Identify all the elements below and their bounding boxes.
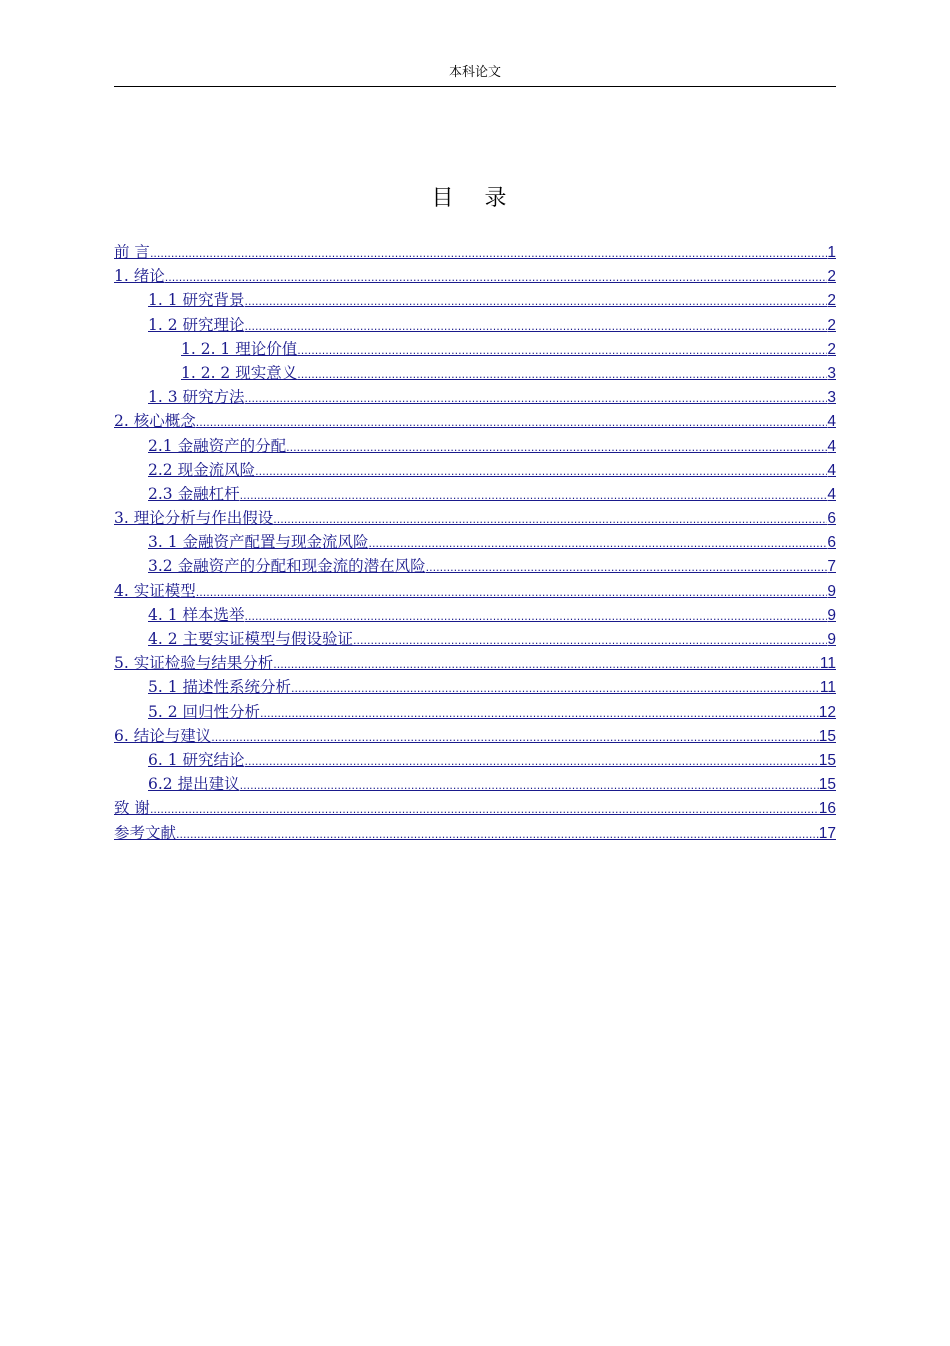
toc-entry-label: 5. 实证检验与结果分析 bbox=[114, 654, 274, 673]
toc-entry[interactable] bbox=[114, 652, 836, 676]
toc-entry-label: 2. 核心概念 bbox=[114, 412, 196, 431]
page-header: 本科论文 bbox=[114, 64, 836, 87]
toc-entry-page-number: 7 bbox=[827, 558, 836, 576]
toc-entry[interactable] bbox=[114, 822, 836, 846]
toc-entry-page-number: 3 bbox=[827, 364, 836, 382]
toc-dot-leader bbox=[273, 509, 827, 531]
toc-dot-leader bbox=[245, 751, 819, 773]
toc-entry-page-number: 15 bbox=[818, 751, 836, 769]
toc-entry-label: 前 言 bbox=[114, 243, 150, 261]
toc-dot-leader bbox=[245, 316, 828, 338]
toc-entry-page-number: 12 bbox=[818, 703, 836, 721]
table-of-contents bbox=[114, 241, 836, 846]
toc-entry-page-number: 15 bbox=[818, 727, 836, 745]
toc-entry[interactable] bbox=[114, 580, 836, 604]
toc-entry-label: 参考文献 bbox=[114, 823, 177, 842]
toc-entry-label: 1. 2 研究理论 bbox=[148, 315, 245, 334]
toc-entry[interactable] bbox=[114, 241, 836, 265]
toc-entry[interactable] bbox=[114, 386, 836, 410]
toc-entry-label: 4. 2 主要实证模型与假设验证 bbox=[148, 630, 354, 648]
toc-entry-label: 1. 2. 1 理论价值 bbox=[181, 339, 298, 358]
toc-entry-page-number: 2 bbox=[827, 268, 836, 286]
toc-entry-label: 5. 2 回归性分析 bbox=[148, 702, 261, 721]
toc-dot-leader bbox=[273, 654, 820, 676]
toc-dot-leader bbox=[260, 703, 819, 725]
toc-entry[interactable] bbox=[114, 531, 836, 555]
toc-dot-leader bbox=[297, 340, 827, 362]
toc-title: 目 录 bbox=[431, 186, 519, 211]
toc-entry-label: 2.2 现金流风险 bbox=[148, 460, 256, 479]
toc-entry-page-number: 3 bbox=[827, 389, 836, 407]
toc-entry[interactable] bbox=[114, 797, 836, 821]
toc-entry-page-number: 4 bbox=[827, 437, 836, 455]
toc-entry-label: 1. 2. 2 现实意义 bbox=[181, 363, 298, 382]
toc-entry-label: 4. 实证模型 bbox=[114, 581, 196, 600]
toc-dot-leader bbox=[291, 678, 820, 700]
toc-entry-label: 3. 理论分析与作出假设 bbox=[114, 509, 274, 528]
toc-dot-leader bbox=[297, 364, 827, 386]
toc-dot-leader bbox=[150, 799, 819, 821]
toc-entry-label: 致 谢 bbox=[114, 799, 150, 818]
toc-dot-leader bbox=[286, 437, 827, 459]
toc-entry-label: 2.3 金融杠杆 bbox=[148, 484, 240, 503]
toc-entry-page-number: 11 bbox=[819, 679, 836, 697]
toc-entry-page-number: 1 bbox=[827, 244, 836, 261]
toc-dot-leader bbox=[255, 461, 827, 483]
toc-entry-page-number: 6 bbox=[827, 510, 836, 528]
toc-entry-page-number: 6 bbox=[827, 534, 836, 552]
toc-entry-page-number: 2 bbox=[827, 340, 836, 358]
toc-entry-label: 4. 1 样本选举 bbox=[148, 605, 245, 624]
toc-entry[interactable] bbox=[114, 676, 836, 700]
toc-entry[interactable] bbox=[114, 628, 836, 652]
toc-entry-page-number: 17 bbox=[818, 824, 836, 842]
toc-entry-page-number: 9 bbox=[827, 606, 836, 624]
toc-dot-leader bbox=[240, 775, 819, 797]
toc-dot-leader bbox=[353, 630, 827, 652]
toc-entry[interactable] bbox=[114, 701, 836, 725]
toc-dot-leader bbox=[196, 582, 828, 604]
toc-entry[interactable] bbox=[114, 555, 836, 579]
toc-entry[interactable] bbox=[114, 314, 836, 338]
toc-entry[interactable] bbox=[114, 459, 836, 483]
toc-dot-leader bbox=[211, 727, 819, 749]
toc-entry-label: 1. 3 研究方法 bbox=[148, 388, 245, 407]
toc-entry-label: 1. 1 研究背景 bbox=[148, 291, 245, 310]
toc-entry[interactable] bbox=[114, 289, 836, 313]
toc-entry[interactable] bbox=[114, 338, 836, 362]
toc-entry-page-number: 11 bbox=[819, 655, 836, 673]
toc-entry-label: 6. 结论与建议 bbox=[114, 726, 212, 745]
toc-dot-leader bbox=[150, 243, 827, 265]
toc-dot-leader bbox=[245, 291, 828, 313]
toc-entry[interactable] bbox=[114, 410, 836, 434]
toc-entry-label: 1. 绪论 bbox=[114, 267, 165, 286]
toc-entry-label: 6.2 提出建议 bbox=[148, 775, 240, 794]
toc-entry[interactable] bbox=[114, 362, 836, 386]
toc-entry[interactable] bbox=[114, 604, 836, 628]
toc-entry-label: 3.2 金融资产的分配和现金流的潜在风险 bbox=[148, 557, 426, 576]
toc-entry-page-number: 15 bbox=[818, 776, 836, 794]
toc-entry[interactable] bbox=[114, 507, 836, 531]
toc-dot-leader bbox=[196, 412, 828, 434]
toc-entry-label: 3. 1 金融资产配置与现金流风险 bbox=[148, 533, 369, 552]
toc-entry-page-number: 4 bbox=[827, 413, 836, 431]
toc-entry[interactable] bbox=[114, 435, 836, 459]
toc-dot-leader bbox=[245, 388, 828, 410]
toc-entry-page-number: 2 bbox=[827, 292, 836, 310]
toc-entry-page-number: 9 bbox=[827, 631, 836, 648]
toc-entry[interactable] bbox=[114, 773, 836, 797]
toc-entry-label: 2.1 金融资产的分配 bbox=[148, 436, 287, 455]
toc-entry-page-number: 9 bbox=[827, 582, 836, 600]
toc-dot-leader bbox=[369, 533, 828, 555]
toc-entry-page-number: 16 bbox=[818, 800, 836, 818]
toc-dot-leader bbox=[176, 824, 819, 846]
toc-entry-label: 5. 1 描述性系统分析 bbox=[148, 678, 292, 697]
toc-entry-page-number: 4 bbox=[827, 461, 836, 479]
toc-entry-page-number: 4 bbox=[827, 485, 836, 503]
toc-entry-label: 6. 1 研究结论 bbox=[148, 750, 245, 769]
toc-dot-leader bbox=[245, 606, 828, 628]
toc-entry[interactable] bbox=[114, 749, 836, 773]
toc-dot-leader bbox=[240, 485, 828, 507]
toc-dot-leader bbox=[426, 557, 828, 579]
toc-entry-page-number: 2 bbox=[827, 316, 836, 334]
toc-dot-leader bbox=[165, 267, 828, 289]
toc-entry[interactable] bbox=[114, 483, 836, 507]
toc-entry[interactable] bbox=[114, 725, 836, 749]
toc-entry[interactable] bbox=[114, 265, 836, 289]
